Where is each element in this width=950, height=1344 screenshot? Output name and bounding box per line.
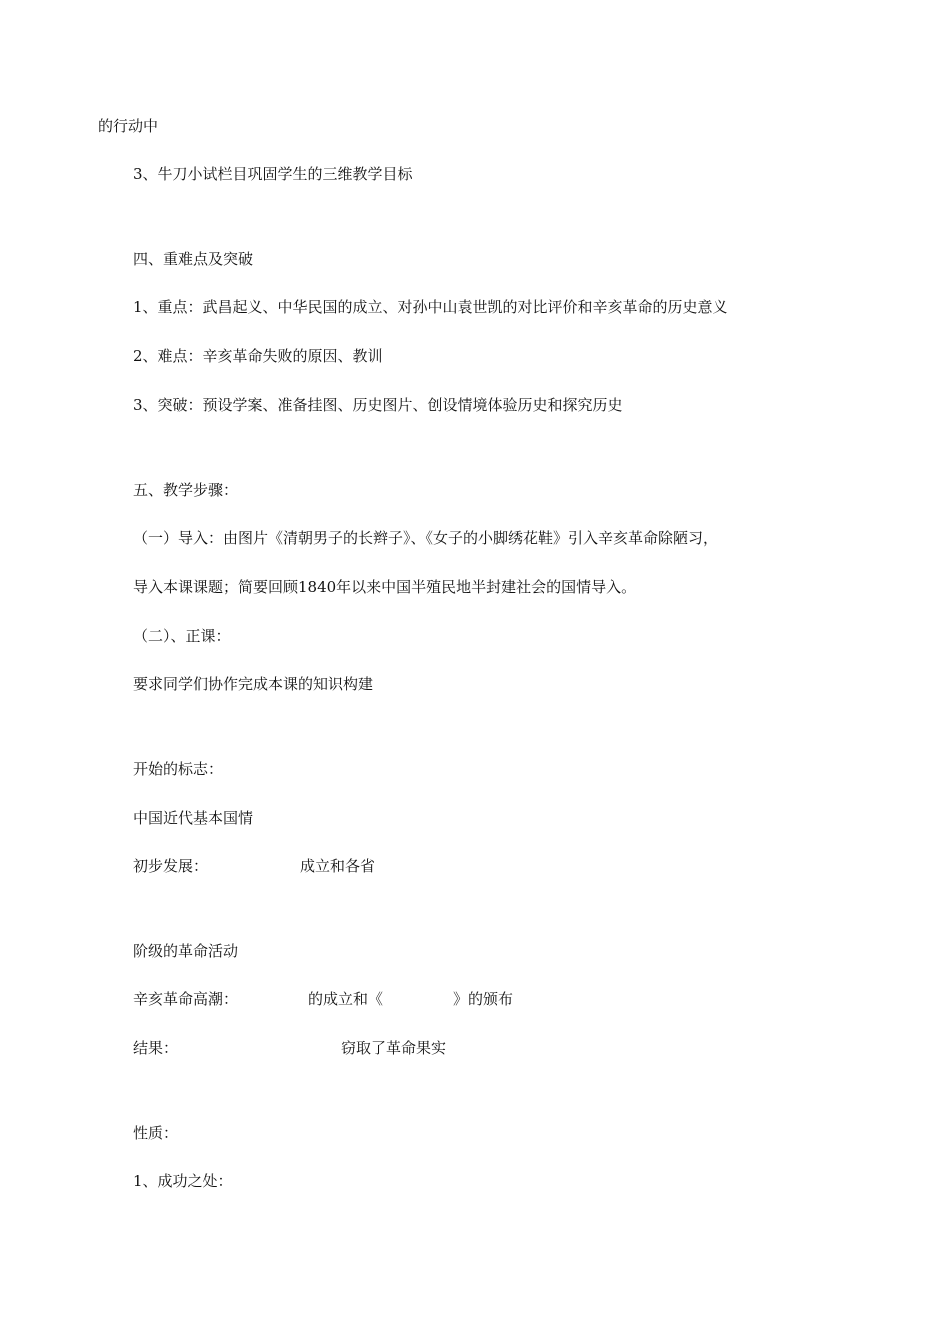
text-line-requirement: 要求同学们协作完成本课的知识构建: [133, 675, 374, 693]
text-line-class-revolution: 阶级的革命活动: [133, 942, 239, 960]
text-founding-provinces: 成立和各省: [300, 857, 376, 875]
text-line-start-sign: 开始的标志：: [133, 760, 224, 778]
text-line-national-conditions: 中国近代基本国情: [133, 809, 254, 827]
text-line-intro-cont: 导入本课课题；简要回顾1840年以来中国半殖民地半封建社会的国情导入。: [133, 578, 637, 596]
text-line-main-lesson: （二）、正课：: [133, 627, 231, 645]
text-line-initial-development: [133, 856, 375, 876]
text-line-breakthrough: 3、突破：预设学案、准备挂图、历史图片、创设情境体验历史和探究历史: [133, 396, 623, 414]
text-promulgation: 》的颁布: [453, 990, 514, 1008]
label-result: 结果：: [133, 1039, 179, 1057]
text-founding-and: 的成立和《: [308, 990, 384, 1008]
label-initial-development: 初步发展：: [133, 857, 209, 875]
section-heading-4: 四、重难点及突破: [133, 250, 254, 268]
text-usurped-fruits: 窃取了革命果实: [341, 1039, 447, 1057]
label-revolution-climax: 辛亥革命高潮：: [133, 990, 239, 1008]
text-line-success-points: 1、成功之处：: [133, 1172, 233, 1190]
section-heading-5: 五、教学步骤：: [133, 481, 239, 499]
text-line-result: [133, 1038, 446, 1058]
text-line-revolution-climax: [133, 989, 513, 1009]
text-line-continuation: 的行动中: [98, 117, 159, 135]
text-line-intro: （一）导入：由图片《清朝男子的长辫子》、《女子的小脚绣花鞋》引入辛亥革命除陋习，: [133, 529, 719, 547]
text-line-goal-3: 3、牛刀小试栏目巩固学生的三维教学目标: [133, 165, 413, 183]
text-line-nature: 性质：: [133, 1124, 179, 1142]
text-line-difficulty: 2、难点：辛亥革命失败的原因、教训: [133, 347, 383, 365]
text-line-key-point: 1、重点：武昌起义、中华民国的成立、对孙中山袁世凯的对比评价和辛亥革命的历史意义: [133, 298, 728, 316]
